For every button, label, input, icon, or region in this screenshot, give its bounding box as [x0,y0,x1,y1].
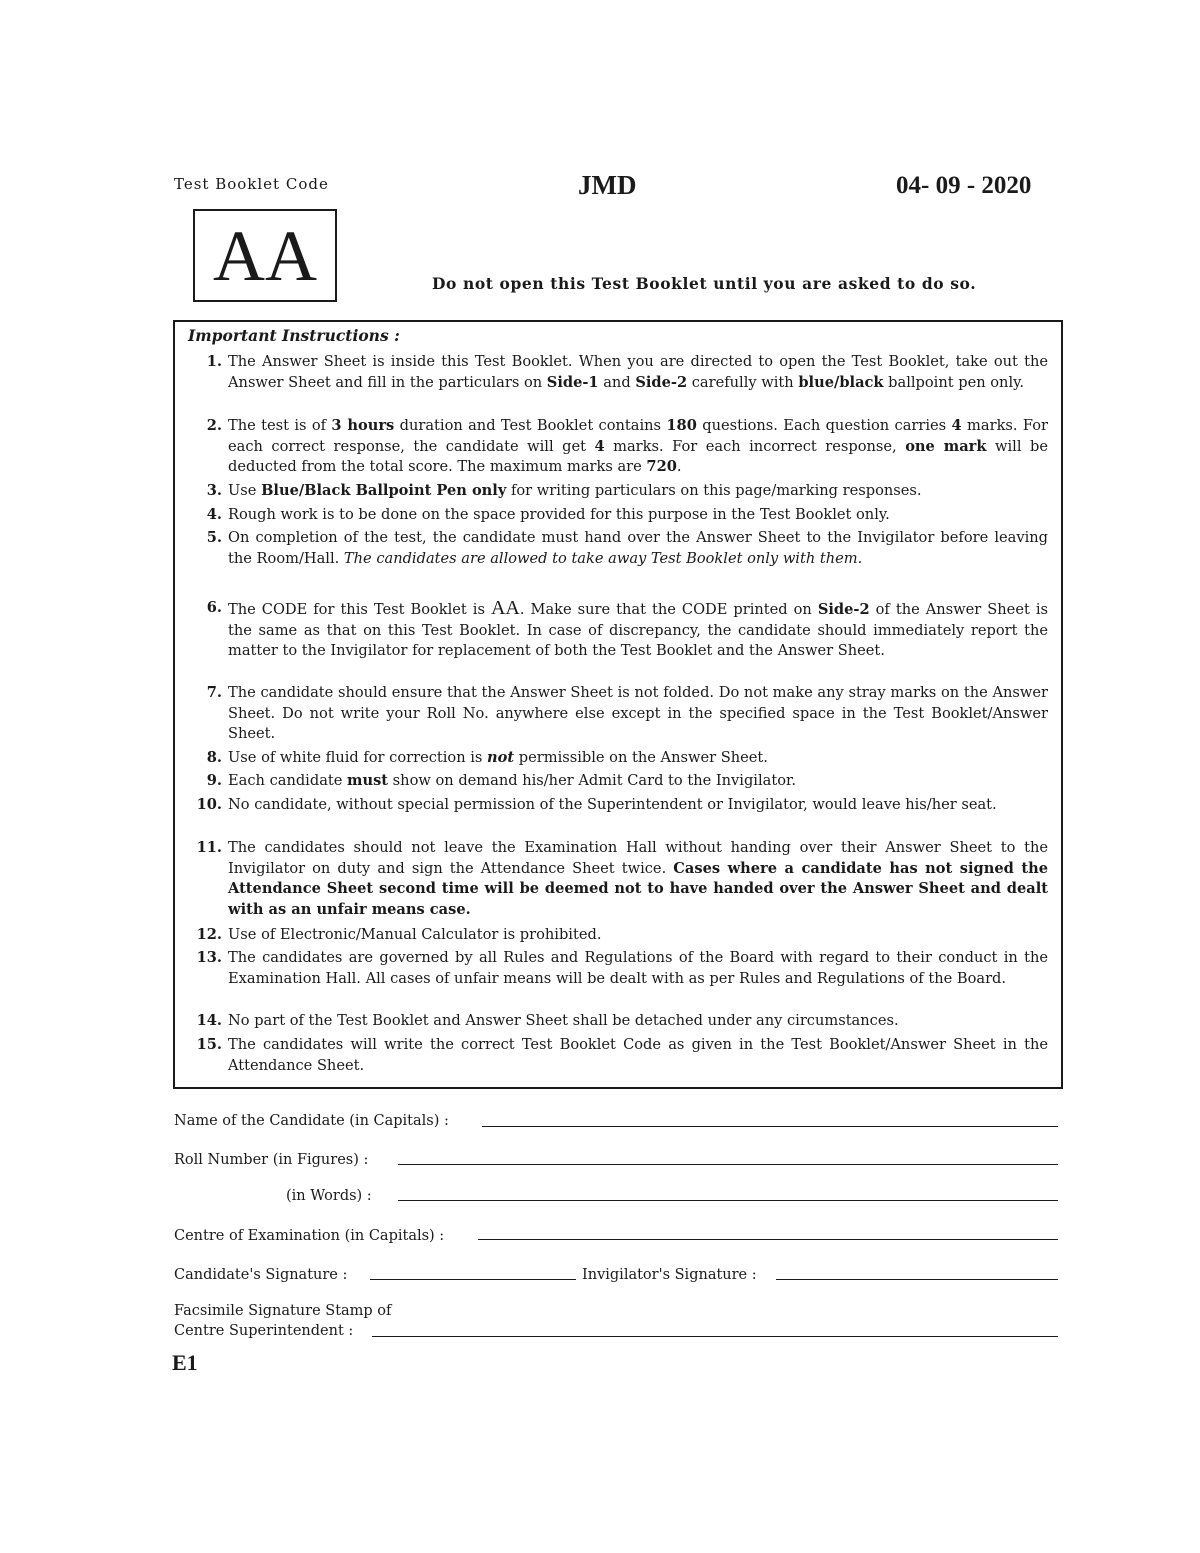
stamp-label-line-1: Facsimile Signature Stamp of [174,1303,392,1319]
instruction-text: Use of Electronic/Manual Calculator is prohibited. [228,926,602,943]
instruction-text: Rough work is to be done on the space provided for this purpose in the Test Booklet only. [228,506,890,523]
page-code: E1 [172,1350,198,1375]
instruction-item [188,1035,1048,1076]
instruction-item [188,948,1048,989]
instruction-text: No part of the Test Booklet and Answer Sheet shall be detached under any circumstances. [228,1012,899,1029]
instruction-number: 4. [206,506,222,523]
candidate-signature-label: Candidate's Signature : [174,1267,348,1283]
roll-words-label: (in Words) : [286,1188,372,1204]
booklet-code-box: AA [193,209,337,302]
instruction-text: The candidates should not leave the Examination Hall without handing over their Answer Sheet to the Invigilator on duty and sign the Attendance Sheet twice. Cases where a candidate has not signed the Attendance Sheet second time will be deemed not to have handed over the Answer Sheet and dealt with as an unfair means case. [228,839,1048,918]
instruction-number: 10. [196,796,222,813]
instruction-item [188,481,1048,502]
instruction-item [188,1011,1048,1032]
candidate-name-label: Name of the Candidate (in Capitals) : [174,1113,449,1129]
instruction-number: 11. [196,839,222,856]
instruction-text: Use Blue/Black Ballpoint Pen only for writing particulars on this page/marking responses. [228,482,922,499]
instruction-text: Use of white fluid for correction is not permissible on the Answer Sheet. [228,749,768,766]
instructions-heading: Important Instructions : [188,326,400,345]
series-title: JMD [578,170,637,200]
roll-figures-line[interactable] [398,1164,1058,1165]
instruction-number: 2. [206,417,222,434]
instruction-item [188,683,1048,745]
stamp-line[interactable] [372,1336,1058,1337]
instruction-item [188,748,1048,769]
instruction-number: 8. [206,749,222,766]
instruction-text: The candidates are governed by all Rules and Regulations of the Board with regard to their conduct in the Examination Hall. All cases of unfair means will be dealt with as per Rules and Regulations of the Board. [228,949,1048,987]
instruction-item [188,352,1048,393]
instruction-text: The CODE for this Test Booklet is AA. Make sure that the CODE printed on Side-2 of the Answer Sheet is the same as that on this Test Booklet. In case of discrepancy, the candidate should immediately report the matter to the Invigilator for replacement of both the Test Booklet and the Answer Sheet. [228,597,1048,659]
centre-label: Centre of Examination (in Capitals) : [174,1228,445,1244]
stamp-label-line-2: Centre Superintendent : [174,1323,354,1339]
do-not-open-warning: Do not open this Test Booklet until you are asked to do so. [432,274,977,293]
instruction-number: 13. [196,949,222,966]
instruction-text: The candidates will write the correct Test Booklet Code as given in the Test Booklet/Answer Sheet in the Attendance Sheet. [228,1036,1048,1074]
instruction-text: Each candidate must show on demand his/her Admit Card to the Invigilator. [228,772,796,789]
candidate-name-line[interactable] [482,1126,1058,1127]
instruction-item [188,505,1048,526]
invigilator-signature-label: Invigilator's Signature : [582,1267,757,1283]
instruction-item [188,925,1048,946]
candidate-signature-line[interactable] [370,1279,576,1280]
instruction-number: 5. [206,529,222,546]
instruction-item [188,771,1048,792]
instruction-item [188,528,1048,569]
instruction-number: 6. [206,599,222,616]
centre-line[interactable] [478,1239,1058,1240]
instruction-item [188,598,1048,662]
invigilator-signature-line[interactable] [776,1279,1058,1280]
instruction-text: On completion of the test, the candidate must hand over the Answer Sheet to the Invigilator before leaving the Room/Hall. The candidates are allowed to take away Test Booklet only with them. [228,529,1048,567]
instruction-text: No candidate, without special permission of the Superintendent or Invigilator, would leave his/her seat. [228,796,997,813]
booklet-code-label: Test Booklet Code [174,175,329,193]
instruction-number: 15. [196,1036,222,1053]
exam-date: 04- 09 - 2020 [896,172,1032,199]
instruction-item [188,416,1048,478]
instruction-item [188,838,1048,920]
roll-words-line[interactable] [398,1200,1058,1201]
instruction-text: The Answer Sheet is inside this Test Booklet. When you are directed to open the Test Booklet, take out the Answer Sheet and fill in the particulars on Side-1 and Side-2 carefully with blue/black ballpoint pen only. [228,353,1048,391]
instruction-number: 9. [206,772,222,789]
instruction-item [188,795,1048,816]
instruction-text: The candidate should ensure that the Answer Sheet is not folded. Do not make any stray marks on the Answer Sheet. Do not write your Roll No. anywhere else except in the specified space in the Test Booklet/Answer Sheet. [228,684,1048,742]
instruction-number: 14. [196,1012,222,1029]
instruction-number: 1. [206,353,222,370]
instruction-number: 7. [206,684,222,701]
instruction-number: 12. [196,926,222,943]
instruction-text: The test is of 3 hours duration and Test Booklet contains 180 questions. Each question carries 4 marks. For each correct response, the candidate will get 4 marks. For each incorrect response, one mark will be deducted from the total score. The maximum marks are 720. [228,417,1048,475]
roll-figures-label: Roll Number (in Figures) : [174,1152,369,1168]
instruction-number: 3. [206,482,222,499]
